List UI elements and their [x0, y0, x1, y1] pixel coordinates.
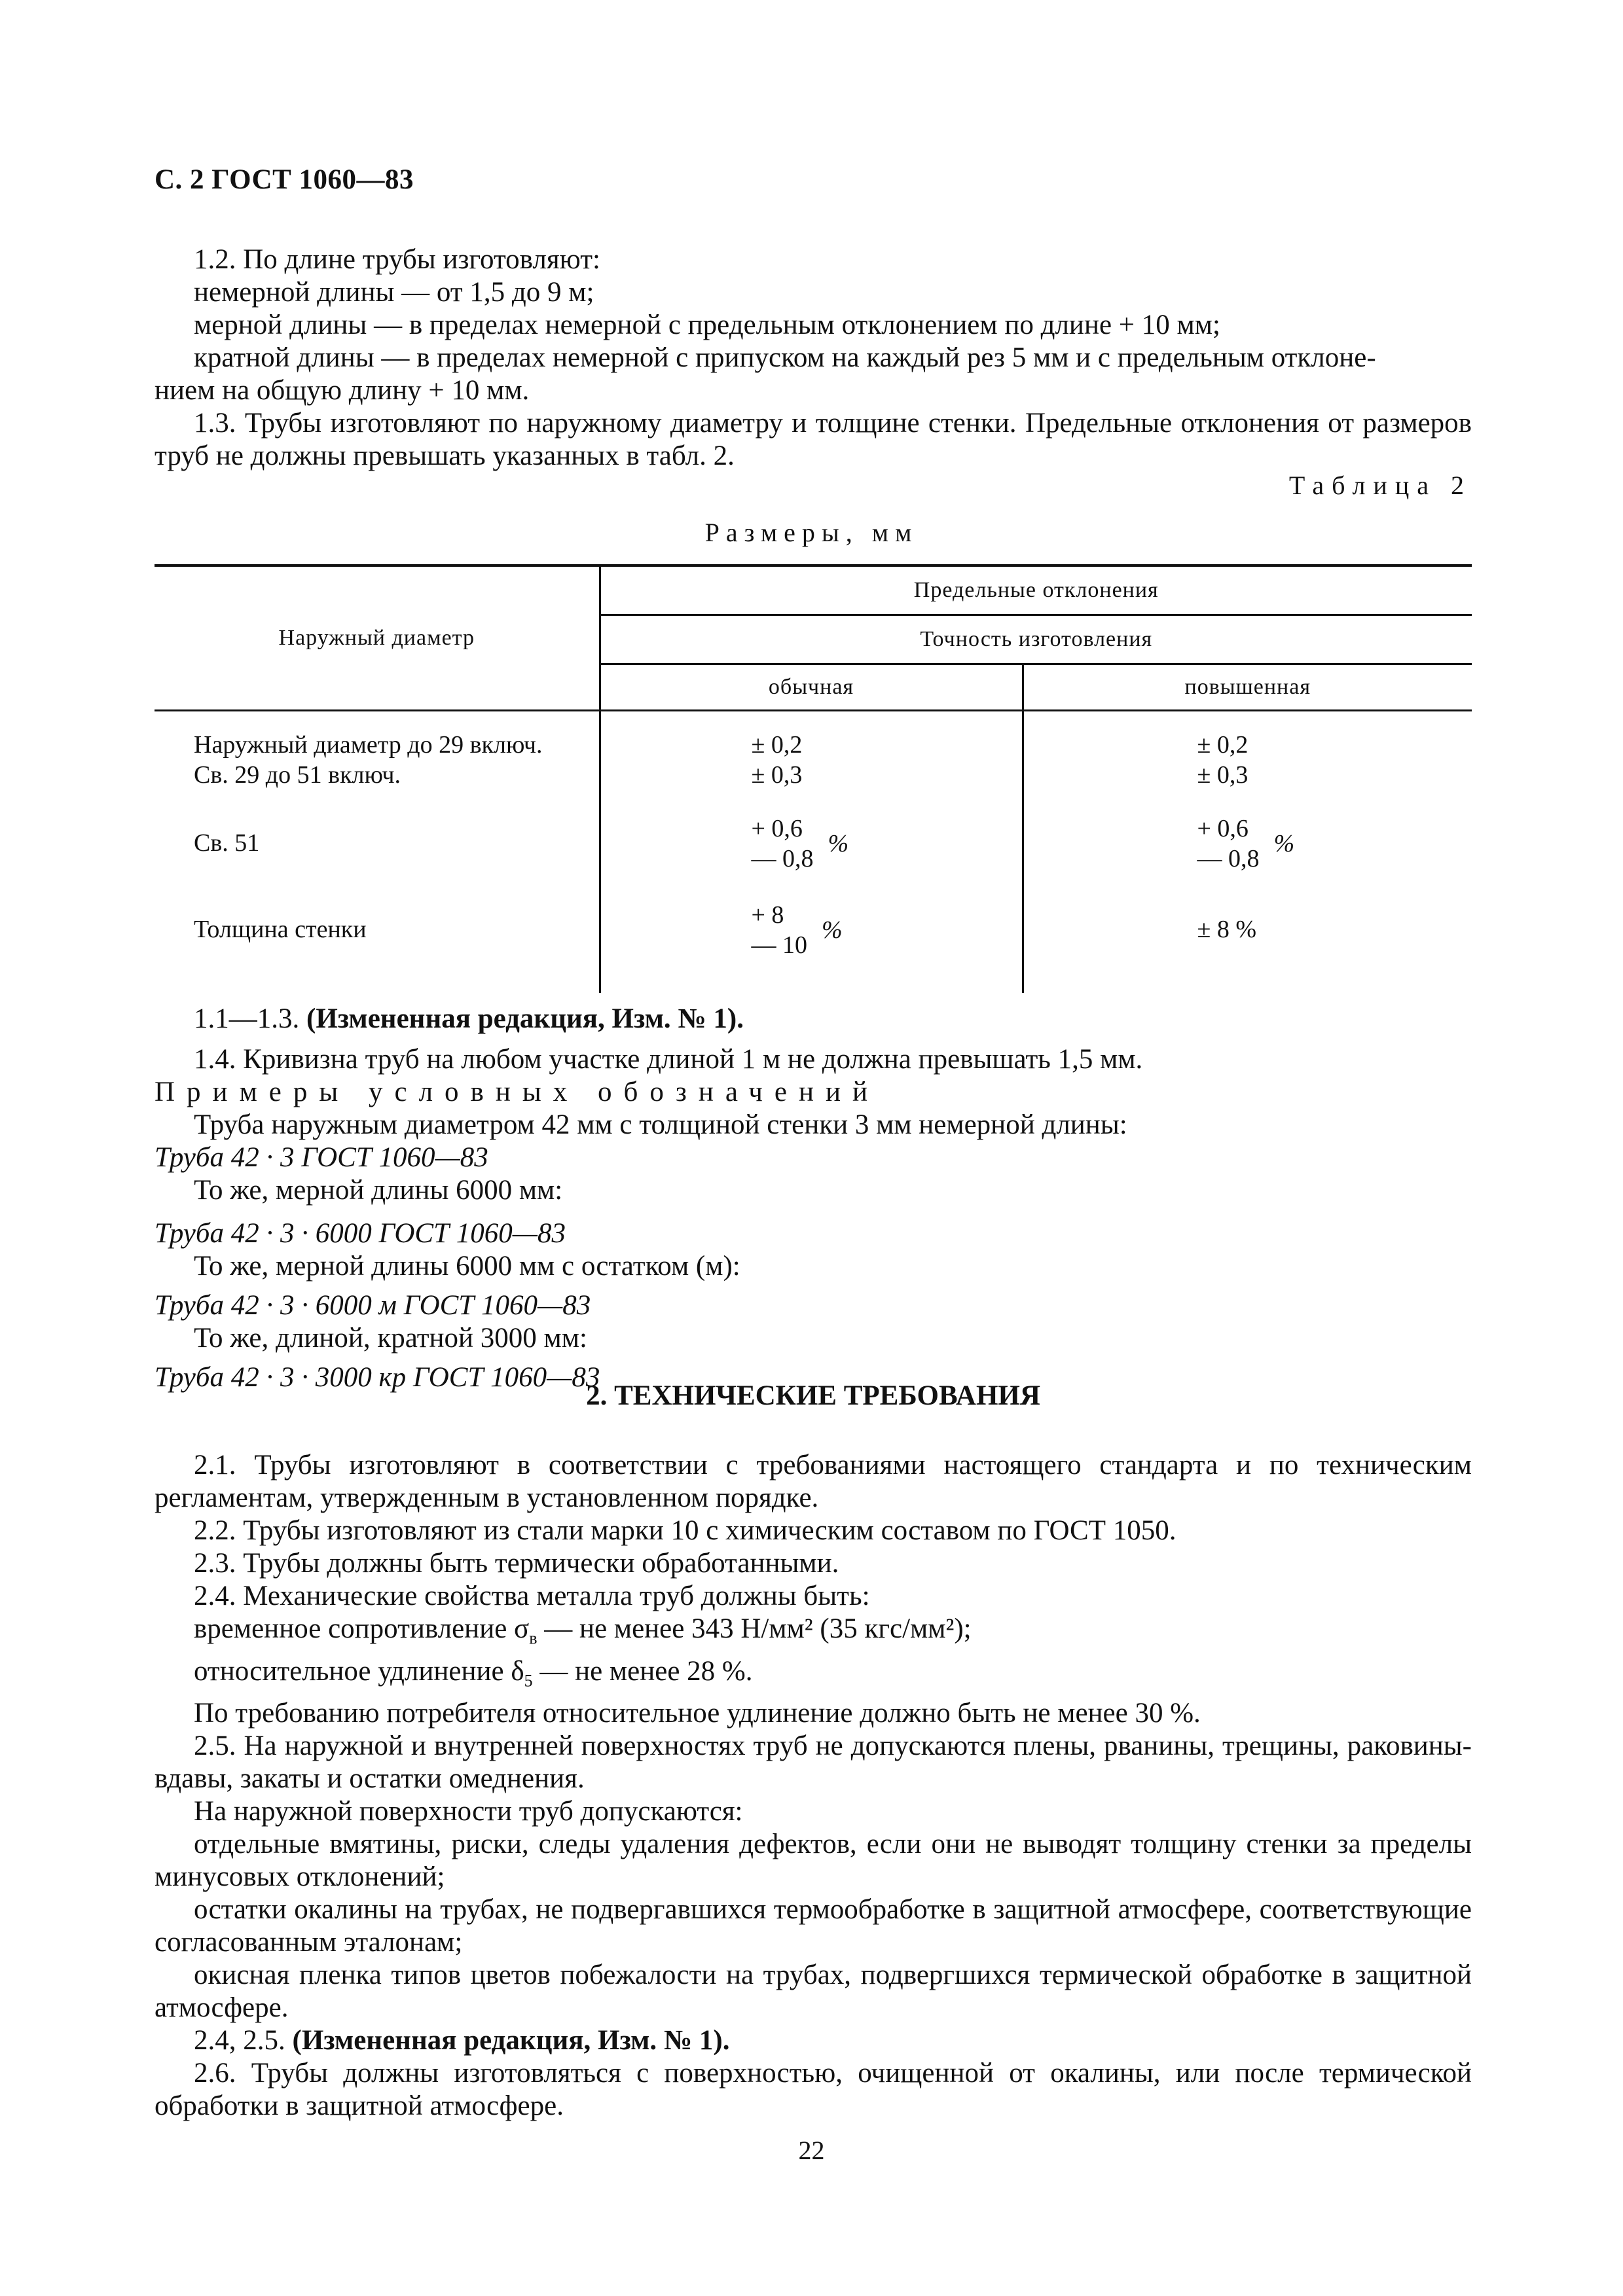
para-1-2-line: немерной длины — от 1,5 до 9 м;	[194, 277, 594, 308]
table-header-outer-diameter: Наружный диаметр	[155, 565, 600, 711]
table-cell-ordinary: ± 0,2 ± 0,3	[600, 711, 1023, 791]
amendment-note: 2.4, 2.5. (Измененная редакция, Изм. № 1).	[194, 2025, 730, 2056]
para-2-5-d: окисная пленка типов цветов побежалости на трубах, подвергшихся термической обработке в защитной атмосфере.	[155, 1960, 1472, 2024]
table-caption: Таблица 2	[1288, 471, 1472, 500]
table-cell-increased: ± 8 %	[1023, 874, 1472, 993]
para-2-1: 2.1. Трубы изготовляют в соответствии с требованиями настоящего стандарта и по техническим регламентам, утвержденным в установленном порядке.	[155, 1450, 1472, 1513]
table-cell-label: Наружный диаметр до 29 включ. Св. 29 до 51 включ.	[194, 731, 543, 789]
section-2-body	[155, 1449, 1472, 2123]
table-subtitle: Размеры, мм	[704, 518, 919, 547]
para-1-2-line: кратной длины — в пределах немерной с припуском на каждый рез 5 мм и с предельным отклоне-	[194, 342, 1376, 373]
para-1-4: 1.4. Кривизна труб на любом участке длиной 1 м не должна превышать 1,5 мм.	[194, 1044, 1143, 1075]
para-2-4-a: временное сопротивление $\sigma_в$ — не менее 343 Н/мм² (35 кгс/мм²);	[194, 1613, 972, 1648]
example-text: То же, длиной, кратной 3000 мм:	[194, 1323, 587, 1354]
table-header-ordinary: обычная	[600, 664, 1023, 711]
table-header-increased: повышенная	[1023, 664, 1472, 711]
amendment-note: 1.1—1.3. (Измененная редакция, Изм. № 1).	[194, 1003, 744, 1034]
para-1-2-line: 1.2. По длине трубы изготовляют:	[194, 244, 600, 275]
para-2-5-a: На наружной поверхности труб допускаются:	[194, 1796, 743, 1827]
para-2-5-c: остатки окалины на трубах, не подвергавшихся термообработке в защитной атмосфере, соответствующие согласованным эталонам;	[155, 1894, 1472, 1958]
example-code: Труба 42 · 3 · 3000 кр ГОСТ 1060—83	[155, 1362, 600, 1393]
example-code: Труба 42 · 3 · 6000 ГОСТ 1060—83	[155, 1218, 566, 1249]
para-1-2-line: мерной длины — в пределах немерной с предельным отклонением по длине + 10 мм;	[194, 310, 1220, 340]
example-text: То же, мерной длины 6000 мм с остатком (м):	[194, 1251, 740, 1282]
table-cell-label: Св. 51	[194, 829, 260, 857]
table-cell-label: Толщина стенки	[194, 916, 367, 943]
page-header: С. 2 ГОСТ 1060—83	[155, 164, 414, 195]
example-text: То же, мерной длины 6000 мм:	[194, 1175, 563, 1206]
examples-title: Примеры условных обозначений	[155, 1077, 879, 1107]
para-1-3: 1.3. Трубы изготовляют по наружному диаметру и толщине стенки. Предельные отклонения от размеров труб не должны превышать указанных в табл. 2.	[155, 408, 1472, 471]
para-2-4-b: относительное удлинение $\delta_5$ — не менее 28 %.	[194, 1655, 753, 1691]
section-1-2	[155, 243, 1472, 473]
table-cell-ordinary: + 8 — 10 %	[600, 874, 1023, 993]
table-header-deviations: Предельные отклонения	[600, 565, 1472, 615]
para-2-4: 2.4. Механические свойства металла труб должны быть:	[194, 1581, 870, 1611]
example-code: Труба 42 · 3 · 6000 м ГОСТ 1060—83	[155, 1290, 591, 1321]
para-2-3: 2.3. Трубы должны быть термически обработанными.	[194, 1548, 839, 1579]
table-header-accuracy: Точность изготовления	[600, 615, 1472, 664]
para-1-2-line: нием на общую длину + 10 мм.	[155, 375, 530, 406]
section-1-4-examples	[155, 1003, 1472, 1394]
dimensions-table	[155, 564, 1472, 993]
example-text: Труба наружным диаметром 42 мм с толщиной стенки 3 мм немерной длины:	[194, 1109, 1127, 1140]
para-2-4-c: По требованию потребителя относительное удлинение должно быть не менее 30 %.	[194, 1698, 1201, 1729]
table-cell-increased: + 0,6 — 0,8 %	[1023, 790, 1472, 874]
example-code: Труба 42 · 3 ГОСТ 1060—83	[155, 1142, 488, 1173]
para-2-5-b: отдельные вмятины, риски, следы удаления дефектов, если они не выводят толщину стенки за пределы минусовых отклонений;	[155, 1829, 1472, 1893]
section-2-title: 2. ТЕХНИЧЕСКИЕ ТРЕБОВАНИЯ	[586, 1380, 1040, 1411]
page-number: 22	[798, 2136, 825, 2165]
table-cell-ordinary: + 0,6 — 0,8 %	[600, 790, 1023, 874]
para-2-6: 2.6. Трубы должны изготовляться с поверхностью, очищенной от окалины, или после термической обработки в защитной атмосфере.	[155, 2058, 1472, 2122]
para-2-2: 2.2. Трубы изготовляют из стали марки 10 с химическим составом по ГОСТ 1050.	[194, 1515, 1176, 1546]
para-2-5: 2.5. На наружной и внутренней поверхностях труб не допускаются плены, рванины, трещины, раковины-вдавы, закаты и остатки омеднения.	[155, 1731, 1472, 1795]
table-cell-increased: ± 0,2 ± 0,3	[1023, 711, 1472, 791]
